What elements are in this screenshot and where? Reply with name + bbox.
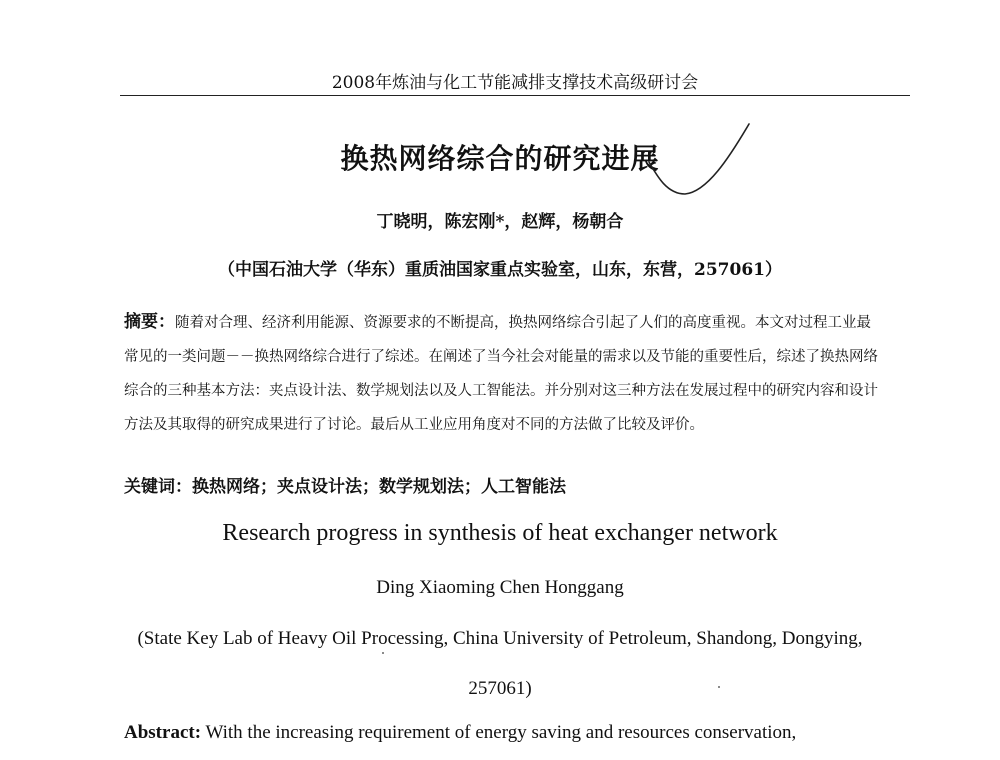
scan-speck bbox=[382, 652, 384, 654]
authors-cn: 丁晓明，陈宏刚*，赵辉，杨朝合 bbox=[376, 212, 624, 232]
abstract-en-text: With the increasing requirement of energy saving and resources conservation, bbox=[205, 722, 797, 743]
header-rule bbox=[120, 95, 910, 96]
affiliation-en-line2: 257061) bbox=[468, 678, 532, 699]
handwritten-check-mark bbox=[645, 120, 755, 200]
abstract-en bbox=[124, 722, 796, 744]
affiliation-en-line1: (State Key Lab of Heavy Oil Processing, China University of Petroleum, Shandong, Dongying, bbox=[137, 628, 863, 649]
conference-header: 2008年炼油与化工节能减排支撑技术高级研讨会 bbox=[331, 73, 699, 93]
paper-title-en: Research progress in synthesis of heat exchanger network bbox=[222, 520, 778, 546]
abstract-cn-line: 方法及其取得的研究成果进行了讨论。最后从工业应用角度对不同的方法做了比较及评价。 bbox=[124, 417, 704, 433]
abstract-cn-line: 综合的三种基本方法：夹点设计法、数学规划法以及人工智能法。并分别对这三种方法在发展过程中的研究内容和设计 bbox=[124, 383, 878, 399]
affiliation-cn: （中国石油大学（华东）重质油国家重点实验室，山东，东营，257061） bbox=[218, 260, 782, 280]
abstract-cn-line: 随着对合理、经济利用能源、资源要求的不断提高，换热网络综合引起了人们的高度重视。本文对过程工业最 bbox=[175, 315, 871, 331]
keywords-cn: 关键词：换热网络；夹点设计法；数学规划法；人工智能法 bbox=[124, 477, 566, 497]
paper-title: 换热网络综合的研究进展 bbox=[340, 142, 660, 175]
abstract-en-label: Abstract: bbox=[124, 722, 202, 743]
abstract-cn-line: 常见的一类问题－－换热网络综合进行了综述。在阐述了当今社会对能量的需求以及节能的重要性后，综述了换热网络 bbox=[124, 349, 878, 365]
abstract-cn-label: 摘要： bbox=[124, 312, 175, 332]
authors-en: Ding Xiaoming Chen Honggang bbox=[376, 577, 624, 598]
scan-speck bbox=[718, 686, 720, 688]
abstract-cn bbox=[124, 305, 896, 442]
